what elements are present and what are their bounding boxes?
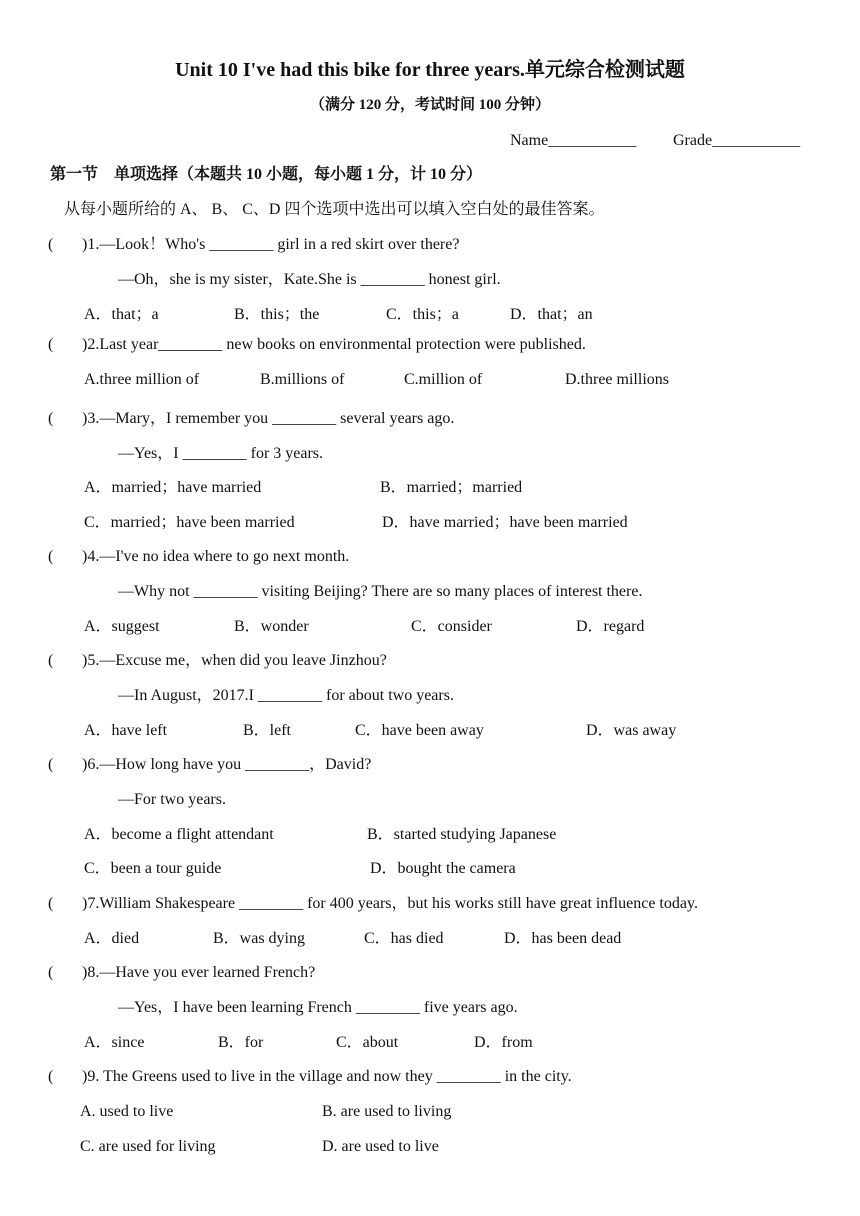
question-stem: )9. The Greens used to live in the village and now they ________ in the city.	[82, 1068, 572, 1085]
option-a: A．that；a	[84, 306, 159, 323]
option-b: B．this；the	[234, 306, 320, 323]
option-b: B．married；married	[380, 479, 523, 496]
answer-paren: (	[48, 895, 54, 912]
question-reply: —For two years.	[118, 791, 226, 808]
question-stem: )3.—Mary，I remember you ________ several years ago.	[82, 410, 455, 427]
option-b: B．left	[243, 722, 291, 739]
option-a: A．married；have married	[84, 479, 262, 496]
option-a: A．suggest	[84, 618, 160, 635]
question-reply: —Oh，she is my sister，Kate.She is ________ honest girl.	[118, 271, 501, 288]
question-reply: —Yes，I have been learning French ________ five years ago.	[118, 999, 518, 1016]
question-stem: )4.—I've no idea where to go next month.	[82, 548, 350, 565]
question-stem: )5.—Excuse me，when did you leave Jinzhou?	[82, 652, 387, 669]
option-a: A．since	[84, 1034, 145, 1051]
option-d: D．that；an	[510, 306, 593, 323]
question-stem: )1.—Look！Who's ________ girl in a red skirt over there?	[82, 236, 460, 253]
page-title: Unit 10 I've had this bike for three years.单元综合检测试题	[175, 59, 685, 81]
answer-paren: (	[48, 410, 54, 427]
option-a: A.three million of	[84, 371, 200, 388]
option-b: B．for	[218, 1034, 264, 1051]
option-d: D. are used to live	[322, 1138, 439, 1155]
option-d: D．was away	[586, 722, 677, 739]
option-c: C．married；have been married	[84, 514, 295, 531]
option-d: D．regard	[576, 618, 645, 635]
section-heading: 第一节 单项选择（本题共 10 小题，每小题 1 分，计 10 分）	[50, 166, 483, 183]
question-stem: )7.William Shakespeare ________ for 400 years，but his works still have great influence today.	[82, 895, 698, 912]
option-b: B．was dying	[213, 930, 306, 947]
option-d: D．from	[474, 1034, 533, 1051]
option-c: C. are used for living	[80, 1138, 216, 1155]
answer-paren: (	[48, 236, 54, 253]
answer-paren: (	[48, 964, 54, 981]
option-c: C．this；a	[386, 306, 459, 323]
option-a: A．died	[84, 930, 140, 947]
question-reply: —Why not ________ visiting Beijing? There are so many places of interest there.	[118, 583, 643, 600]
question-reply: —In August，2017.I ________ for about two years.	[118, 687, 454, 704]
answer-paren: (	[48, 652, 54, 669]
option-c: C．consider	[411, 618, 492, 635]
question-stem: )8.—Have you ever learned French?	[82, 964, 316, 981]
section-instruction: 从每小题所给的 A、 B、 C、D 四个选项中选出可以填入空白处的最佳答案。	[64, 201, 605, 218]
answer-paren: (	[48, 548, 54, 565]
option-d: D．bought the camera	[370, 860, 516, 877]
option-c: C．has died	[364, 930, 444, 947]
option-c: C．about	[336, 1034, 399, 1051]
grade-field-label: Grade___________	[673, 132, 801, 149]
option-d: D．have married；have been married	[382, 514, 628, 531]
answer-paren: (	[48, 336, 54, 353]
option-b: B．wonder	[234, 618, 309, 635]
score-time-note: （满分 120 分，考试时间 100 分钟）	[309, 97, 550, 113]
option-a: A．have left	[84, 722, 168, 739]
answer-paren: (	[48, 756, 54, 773]
option-d: D．has been dead	[504, 930, 622, 947]
option-c: C．been a tour guide	[84, 860, 222, 877]
question-reply: —Yes，I ________ for 3 years.	[118, 445, 324, 462]
option-a: A．become a flight attendant	[84, 826, 274, 843]
option-b: B．started studying Japanese	[367, 826, 557, 843]
option-c: C.million of	[404, 371, 483, 388]
option-b: B.millions of	[260, 371, 345, 388]
option-d: D.three millions	[565, 371, 669, 388]
option-a: A. used to live	[80, 1103, 174, 1120]
option-c: C．have been away	[355, 722, 484, 739]
option-b: B. are used to living	[322, 1103, 452, 1120]
question-stem: )2.Last year________ new books on environmental protection were published.	[82, 336, 586, 353]
answer-paren: (	[48, 1068, 54, 1085]
name-field-label: Name___________	[510, 132, 637, 149]
question-stem: )6.—How long have you ________，David?	[82, 756, 372, 773]
